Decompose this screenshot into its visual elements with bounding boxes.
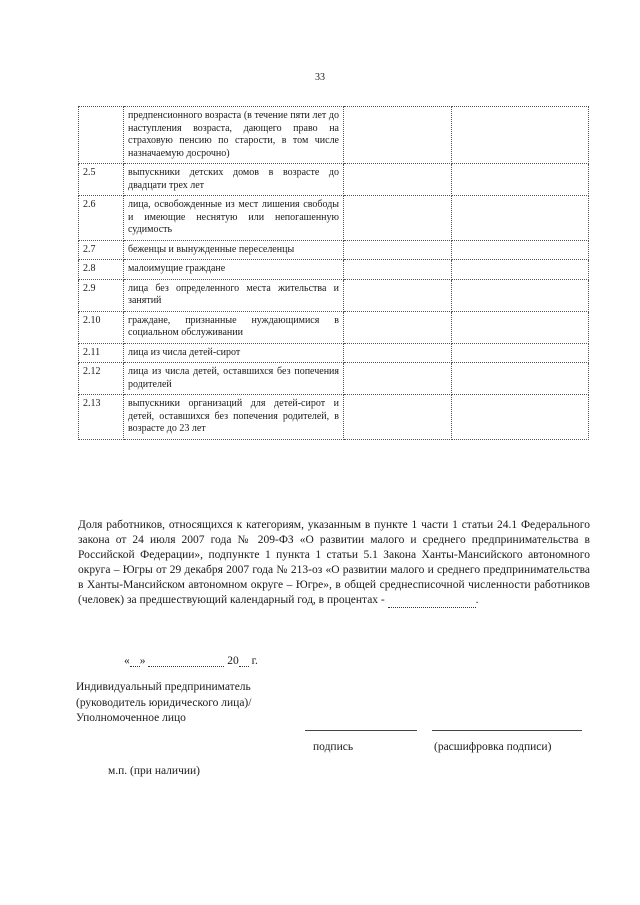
table-row	[79, 279, 589, 311]
row-category: выпускники детских домов в возрасте до двадцати трех лет	[124, 164, 344, 196]
row-value-cell[interactable]	[344, 363, 452, 395]
table-row	[79, 164, 589, 196]
table-row	[79, 240, 589, 260]
signer-block	[76, 680, 251, 727]
row-number: 2.10	[79, 311, 124, 343]
table-row	[79, 260, 589, 280]
row-value-cell[interactable]	[344, 343, 452, 363]
row-number: 2.11	[79, 343, 124, 363]
row-value-cell[interactable]	[452, 343, 589, 363]
row-number: 2.13	[79, 395, 124, 440]
row-number: 2.7	[79, 240, 124, 260]
signature-line[interactable]	[305, 730, 417, 731]
page-number: 33	[315, 72, 325, 83]
row-value-cell[interactable]	[344, 311, 452, 343]
row-value-cell[interactable]	[452, 240, 589, 260]
row-value-cell[interactable]	[344, 164, 452, 196]
row-value-cell[interactable]	[452, 311, 589, 343]
table-row	[79, 343, 589, 363]
row-value-cell[interactable]	[452, 107, 589, 164]
year-prefix: 20	[227, 655, 239, 667]
row-category: предпенсионного возраста (в течение пяти лет до наступления возраста, дающего право на страховую пенсию по старости, в том числе назначаемую досрочно)	[124, 107, 344, 164]
row-category: выпускники организаций для детей-сирот и детей, оставшихся без попечения родителей, в возрасте до 23 лет	[124, 395, 344, 440]
row-value-cell[interactable]	[344, 279, 452, 311]
signature-caption: подпись	[313, 741, 354, 753]
signer-line-1: Индивидуальный предприниматель	[76, 681, 251, 693]
year-suffix: г.	[251, 655, 258, 667]
decoding-line[interactable]	[432, 730, 582, 731]
row-category: беженцы и вынужденные переселенцы	[124, 240, 344, 260]
signer-line-3: Уполномоченное лицо	[76, 712, 186, 724]
row-number: 2.12	[79, 363, 124, 395]
workers-share-paragraph: Доля работников, относящихся к категориям, указанным в пункте 1 части 1 статьи 24.1 Федерального закона от 24 июля 2007 года № 209-ФЗ «О развитии малого и среднего предпринимательства в Российской Федерации», подпункте 1 пункта 1 статьи 5.1 Закона Ханты-Мансийского автономного округа – Югры от 29 декабря 2007 года № 213-оз «О развитии малого и среднего предпринимательства в Ханты-Мансийском автономном округе – Югре», в общей среднесписочной численности работников (человек) за предшествующий календарный год, в процентах - .	[78, 519, 590, 606]
day-blank-field[interactable]	[130, 654, 140, 667]
row-value-cell[interactable]	[452, 363, 589, 395]
row-value-cell[interactable]	[452, 196, 589, 241]
row-number	[79, 107, 124, 164]
row-number: 2.5	[79, 164, 124, 196]
table-row	[79, 363, 589, 395]
row-value-cell[interactable]	[452, 260, 589, 280]
row-value-cell[interactable]	[344, 196, 452, 241]
row-value-cell[interactable]	[452, 279, 589, 311]
row-category: лица из числа детей, оставшихся без попечения родителей	[124, 363, 344, 395]
row-value-cell[interactable]	[344, 240, 452, 260]
month-blank-field[interactable]	[148, 654, 224, 667]
row-number: 2.6	[79, 196, 124, 241]
table-row	[79, 196, 589, 241]
percent-blank-field[interactable]	[388, 595, 476, 608]
row-number: 2.9	[79, 279, 124, 311]
stamp-note: м.п. (при наличии)	[108, 765, 200, 777]
date-line	[124, 654, 258, 667]
signer-line-2: (руководитель юридического лица)/	[76, 696, 252, 709]
row-category: лица без определенного места жительства и занятий	[124, 279, 344, 311]
row-number: 2.8	[79, 260, 124, 280]
row-value-cell[interactable]	[344, 395, 452, 440]
table-row	[79, 395, 589, 440]
row-category: граждане, признанные нуждающимися в социальном обслуживании	[124, 311, 344, 343]
row-value-cell[interactable]	[452, 164, 589, 196]
row-category: лица из числа детей-сирот	[124, 343, 344, 363]
table-row	[79, 107, 589, 164]
categories-table	[78, 106, 589, 440]
open-quote: «	[124, 655, 130, 667]
row-value-cell[interactable]	[344, 260, 452, 280]
decoding-caption: (расшифровка подписи)	[434, 741, 552, 753]
close-quote: »	[139, 655, 146, 667]
row-value-cell[interactable]	[452, 395, 589, 440]
table-row	[79, 311, 589, 343]
row-value-cell[interactable]	[344, 107, 452, 164]
row-category: лица, освобожденные из мест лишения свободы и имеющие неснятую или непогашенную судимость	[124, 196, 344, 241]
year-blank-field[interactable]	[239, 654, 249, 667]
paragraph-text: Доля работников, относящихся к категориям, указанным в пункте 1 части 1 статьи 24.1 Федерального закона от 24 июля 2007 года № 209-ФЗ «О развитии малого и среднего предпринимательства в Российской Федерации», подпункте 1 пункта 1 статьи 5.1 Закона Ханты-Мансийского автономного округа – Югры от 29 декабря 2007 года № 213-оз «О развитии малого и среднего предпринимательства в Ханты-Мансийском автономном округе – Югре», в общей среднесписочной численности работников (человек) за предшествующий календарный год, в процентах -	[78, 519, 590, 606]
row-category: малоимущие граждане	[124, 260, 344, 280]
